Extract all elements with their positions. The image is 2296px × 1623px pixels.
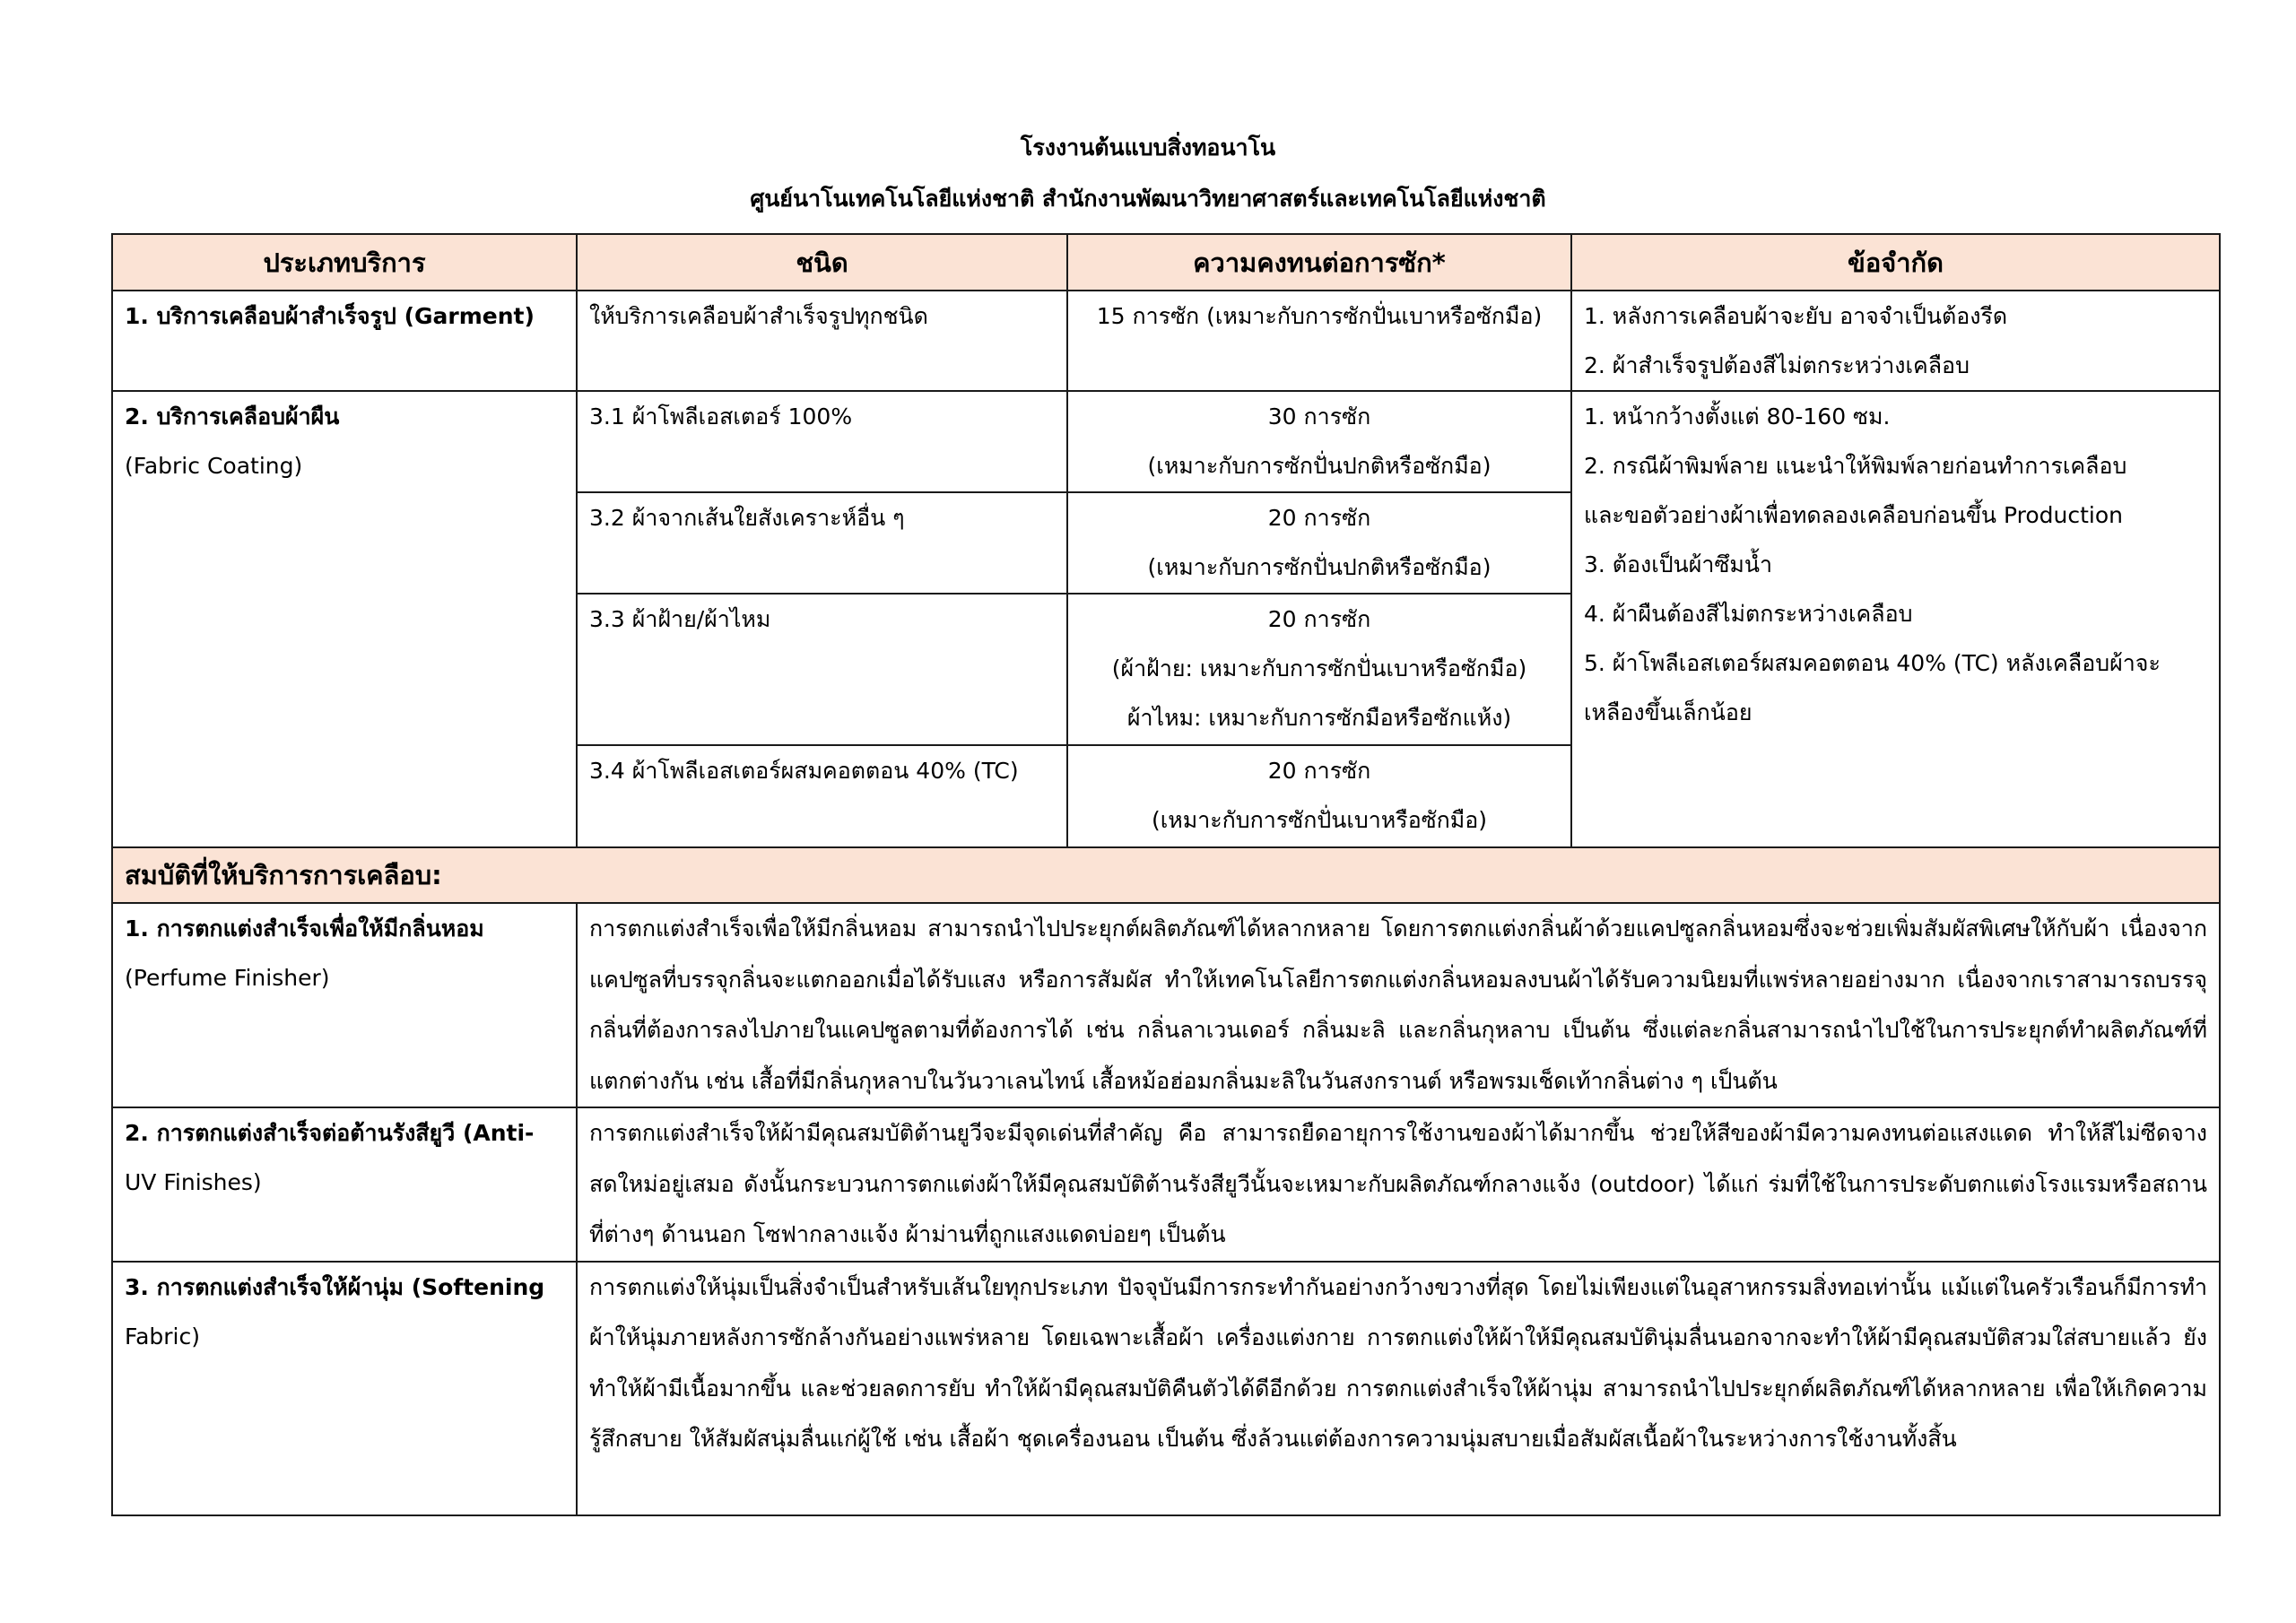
garment-type-cell: ให้บริการเคลือบผ้าสำเร็จรูปทุกชนิด	[577, 291, 1067, 391]
fabric-type-cell: 3.3 ผ้าฝ้าย/ผ้าไหม	[577, 594, 1067, 745]
property-name-line: Fabric)	[125, 1323, 200, 1350]
limit-item: 5. ผ้าโพลีเอสเตอร์ผสมคอตตอน 40% (TC) หลังเคลือบผ้าจะ	[1584, 650, 2161, 676]
table-row	[112, 1262, 2220, 1515]
limit-item: และขอตัวอย่างผ้าเพื่อทดลองเคลือบก่อนขึ้น Production	[1584, 502, 2123, 528]
durability-line: (เหมาะกับการซักปั่นปกติหรือซักมือ)	[1147, 453, 1492, 479]
fabric-durability-cell	[1067, 745, 1571, 847]
fabric-durability-cell	[1067, 492, 1571, 594]
durability-line: 20 การซัก	[1267, 758, 1371, 784]
property-name-cell	[112, 1262, 577, 1515]
property-name-cell	[112, 903, 577, 1107]
garment-service-cell: 1. บริการเคลือบผ้าสำเร็จรูป (Garment)	[112, 291, 577, 391]
table-row	[112, 391, 2220, 492]
limit-item: 4. ผ้าผืนต้องสีไม่ตกระหว่างเคลือบ	[1584, 601, 1913, 627]
header-kind: ชนิด	[577, 234, 1067, 291]
document-title: โรงงานต้นแบบสิ่งทอนาโน	[1020, 135, 1276, 161]
limit-item: 3. ต้องเป็นผ้าซึมน้ำ	[1584, 551, 1773, 577]
durability-line: ผ้าไหม: เหมาะกับการซักมือหรือซักแห้ง)	[1126, 705, 1512, 731]
property-name-line: 1. การตกแต่งสำเร็จเพื่อให้มีกลิ่นหอม	[125, 916, 484, 942]
limit-item: 1. หลังการเคลือบผ้าจะยับ อาจจำเป็นต้องรีด	[1584, 303, 2008, 329]
garment-durability-cell: 15 การซัก (เหมาะกับการซักปั่นเบาหรือซักมือ)	[1067, 291, 1571, 391]
durability-line: (เหมาะกับการซักปั่นเบาหรือซักมือ)	[1151, 807, 1488, 833]
property-name-cell	[112, 1107, 577, 1262]
services-table	[111, 233, 2221, 1516]
property-name-line: 3. การตกแต่งสำเร็จให้ผ้านุ่ม (Softening	[125, 1273, 545, 1300]
fabric-service-line: 2. บริการเคลือบผ้าผืน	[125, 404, 340, 430]
fabric-durability-cell	[1067, 594, 1571, 745]
table-row	[112, 291, 2220, 391]
durability-line: 20 การซัก	[1267, 505, 1371, 531]
garment-limits-cell	[1571, 291, 2220, 391]
fabric-type-cell: 3.1 ผ้าโพลีเอสเตอร์ 100%	[577, 391, 1067, 492]
limit-item: 2. กรณีผ้าพิมพ์ลาย แนะนำให้พิมพ์ลายก่อนทำการเคลือบ	[1584, 453, 2127, 479]
fabric-type-cell: 3.4 ผ้าโพลีเอสเตอร์ผสมคอตตอน 40% (TC)	[577, 745, 1067, 847]
property-name-line: (Perfume Finisher)	[125, 965, 330, 991]
limit-item: เหลืองขึ้นเล็กน้อย	[1584, 699, 1752, 725]
table-header-row	[112, 234, 2220, 291]
property-name-line: 2. การตกแต่งสำเร็จต่อต้านรังสียูวี (Anti-	[125, 1120, 535, 1146]
fabric-limits-cell	[1571, 391, 2220, 847]
fabric-type-cell: 3.2 ผ้าจากเส้นใยสังเคราะห์อื่น ๆ	[577, 492, 1067, 594]
property-name-line: UV Finishes)	[125, 1169, 262, 1195]
limit-item: 1. หน้ากว้างตั้งแต่ 80-160 ซม.	[1584, 404, 1891, 430]
table-row	[112, 1107, 2220, 1262]
fabric-service-cell	[112, 391, 577, 847]
durability-line: (เหมาะกับการซักปั่นปกติหรือซักมือ)	[1147, 554, 1492, 580]
document-subtitle: ศูนย์นาโนเทคโนโลยีแห่งชาติ สำนักงานพัฒนาวิทยาศาสตร์และเทคโนโลยีแห่งชาติ	[750, 186, 1546, 212]
property-description: การตกแต่งสำเร็จให้ผ้ามีคุณสมบัติต้านยูวีจะมีจุดเด่นที่สำคัญ คือ สามารถยืดอายุการใช้งานของผ้าได้มากขึ้น ช่วยให้สีของผ้ามีความคงทนต่อแสงแดด ทำให้สีไม่ซีดจาง สดใหม่อยู่เสมอ ดังนั้นกระบวนการตกแต่งผ้าให้มีคุณสมบัติต้านรังสียูวีนั้นจะเหมาะกับผลิตภัณฑ์กลางแจ้ง (outdoor) ได้แก่ ร่มที่ใช้ในการประดับตกแต่งโรงแรมหรือสถานที่ต่างๆ ด้านนอก โซฟากลางแจ้ง ผ้าม่านที่ถูกแสงแดดบ่อยๆ เป็นต้น	[577, 1107, 2220, 1262]
durability-line: (ผ้าฝ้าย: เหมาะกับการซักปั่นเบาหรือซักมือ)	[1111, 655, 1527, 681]
durability-line: 20 การซัก	[1267, 606, 1371, 632]
fabric-durability-cell	[1067, 391, 1571, 492]
table-row	[112, 903, 2220, 1107]
fabric-service-line: (Fabric Coating)	[125, 453, 303, 479]
limit-item: 2. ผ้าสำเร็จรูปต้องสีไม่ตกระหว่างเคลือบ	[1584, 352, 1970, 378]
property-description: การตกแต่งให้นุ่มเป็นสิ่งจำเป็นสำหรับเส้นใยทุกประเภท ปัจจุบันมีการกระทำกันอย่างกว้างขวางที่สุด โดยไม่เพียงแต่ในอุสาหกรรมสิ่งทอเท่านั้น แม้แต่ในครัวเรือนก็มีการทำผ้าให้นุ่มภายหลังการซักล้างกันอย่างแพร่หลาย โดยเฉพาะเสื้อผ้า เครื่องแต่งกาย การตกแต่งให้ผ้าให้มีคุณสมบัตินุ่มลื่นนอกจากจะทำให้ผ้ามีคุณสมบัติสวมใส่สบายแล้ว ยังทำให้ผ้ามีเนื้อมากขึ้น และช่วยลดการยับ ทำให้ผ้ามีคุณสมบัติคืนตัวได้ดีอีกด้วย การตกแต่งสำเร็จให้ผ้านุ่ม สามารถนำไปประยุกต์ผลิตภัณฑ์ได้หลากหลาย เพื่อให้เกิดความรู้สึกสบาย ให้สัมผัสนุ่มลื่นแก่ผู้ใช้ เช่น เสื้อผ้า ชุดเครื่องนอน เป็นต้น ซึ่งล้วนแต่ต้องการความนุ่มสบายเมื่อสัมผัสเนื้อผ้าในระหว่างการใช้งานทั้งสิ้น	[577, 1262, 2220, 1515]
section-header-row	[112, 847, 2220, 903]
header-wash-durability: ความคงทนต่อการซัก*	[1067, 234, 1571, 291]
section-title: สมบัติที่ให้บริการการเคลือบ:	[112, 847, 2220, 903]
property-description: การตกแต่งสำเร็จเพื่อให้มีกลิ่นหอม สามารถนำไปประยุกต์ผลิตภัณฑ์ได้หลากหลาย โดยการตกแต่งกลิ่นผ้าด้วยแคปซูลกลิ่นหอมซึ่งจะช่วยเพิ่มสัมผัสพิเศษให้กับผ้า เนื่องจากแคปซูลที่บรรจุกลิ่นจะแตกออกเมื่อได้รับแสง หรือการสัมผัส ทำให้เทคโนโลยีการตกแต่งกลิ่นหอมลงบนผ้าได้รับความนิยมที่แพร่หลายอย่างมาก เนื่องจากเราสามารถบรรจุกลิ่นที่ต้องการลงไปภายในแคปซูลตามที่ต้องการได้ เช่น กลิ่นลาเวนเดอร์ กลิ่นมะลิ และกลิ่นกุหลาบ เป็นต้น ซึ่งแต่ละกลิ่นสามารถนำไปใช้ในการประยุกต์ทำผลิตภัณฑ์ที่แตกต่างกัน เช่น เสื้อที่มีกลิ่นกุหลาบในวันวาเลนไทน์ เสื้อหม้อฮ่อมกลิ่นมะลิในวันสงกรานต์ หรือพรมเช็ดเท้ากลิ่นต่าง ๆ เป็นต้น	[577, 903, 2220, 1107]
header-service-type: ประเภทบริการ	[112, 234, 577, 291]
header-limitations: ข้อจำกัด	[1571, 234, 2220, 291]
durability-line: 30 การซัก	[1267, 404, 1371, 430]
